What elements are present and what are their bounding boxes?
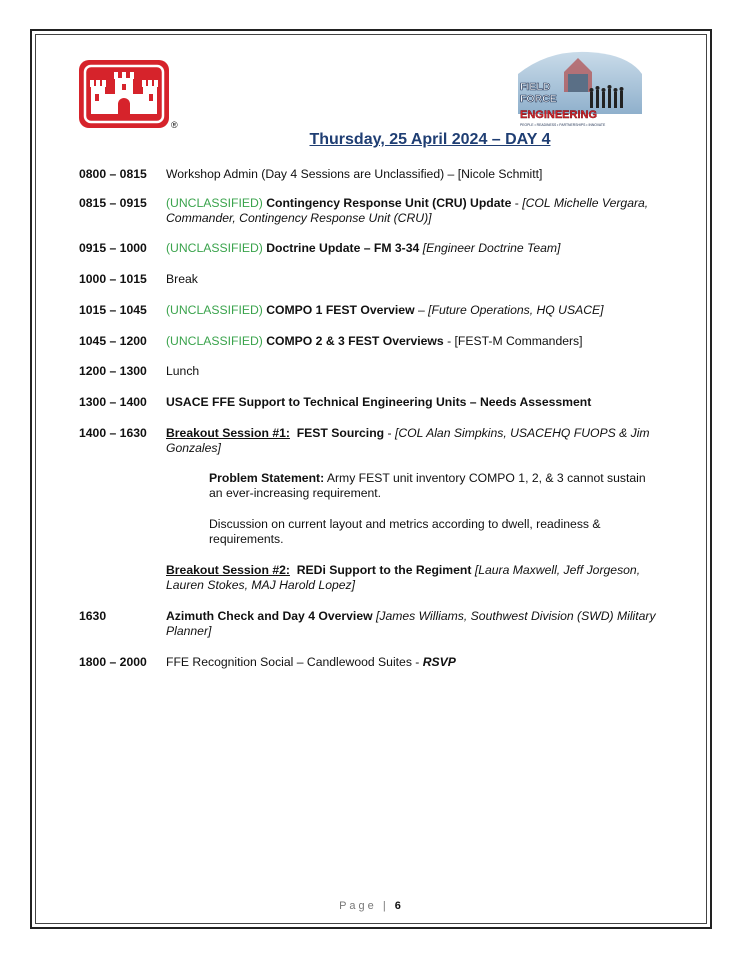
fe-logo-tagline: PEOPLE • READINESS • PARTNERSHIPS • INNOVATE (520, 123, 606, 127)
row-desc: Break (166, 272, 198, 286)
registered-mark: ® (171, 120, 178, 130)
row-time: 1300 – 1400 (79, 395, 147, 409)
page-title: Thursday, 25 April 2024 – DAY 4 (309, 131, 551, 148)
row-time: 1200 – 1300 (79, 364, 147, 378)
row-desc: USACE FFE Support to Technical Engineering Units – Needs Assessment (166, 395, 592, 409)
usace-castle-logo (79, 60, 169, 128)
row-desc: Azimuth Check and Day 4 Overview [James Williams, Southwest Division (SWD) Military Planner] (166, 609, 656, 638)
row-desc: Breakout Session #1: FEST Sourcing - [COL Alan Simpkins, USACEHQ FUOPS & Jim Gonzales] (166, 426, 650, 455)
row-time: 1800 – 2000 (79, 655, 147, 669)
row-time: 1000 – 1015 (79, 272, 147, 286)
row-time: 1400 – 1630 (79, 426, 147, 440)
field-force-engineering-logo (508, 44, 646, 134)
row-desc: Workshop Admin (Day 4 Sessions are Unclassified) – [Nicole Schmitt] (166, 167, 543, 181)
fe-logo-line3: ENGINEERING (520, 109, 598, 121)
row-time: 1015 – 1045 (79, 303, 147, 317)
row-time: 1630 (79, 609, 107, 623)
row-time: 0800 – 0815 (79, 167, 147, 181)
discussion-note: Discussion on current layout and metrics according to dwell, readiness & requirements. (209, 517, 601, 546)
row-desc: (UNCLASSIFIED) COMPO 2 & 3 FEST Overviews - [FEST-M Commanders] (166, 334, 583, 348)
problem-statement: Problem Statement: Army FEST unit inventory COMPO 1, 2, & 3 cannot sustain an ever-increasing requirement. (209, 471, 646, 500)
row-time: 0815 – 0915 (79, 196, 147, 210)
row-desc: (UNCLASSIFIED) COMPO 1 FEST Overview – [Future Operations, HQ USACE] (166, 303, 604, 317)
fe-logo-line1: FIELD (520, 81, 551, 93)
row-desc: (UNCLASSIFIED) Contingency Response Unit (CRU) Update - [COL Michelle Vergara, Commander, Contingency Response Unit (CRU)] (166, 196, 649, 225)
row-time: 1045 – 1200 (79, 334, 147, 348)
row-desc: (UNCLASSIFIED) Doctrine Update – FM 3-34 [Engineer Doctrine Team] (166, 241, 561, 255)
row-desc: FFE Recognition Social – Candlewood Suites - RSVP (166, 655, 456, 669)
fe-logo-line2: FORCE (520, 93, 557, 105)
row-desc: Lunch (166, 364, 200, 378)
row-time: 0915 – 1000 (79, 241, 147, 255)
page-footer: Page | 6 (339, 900, 401, 912)
